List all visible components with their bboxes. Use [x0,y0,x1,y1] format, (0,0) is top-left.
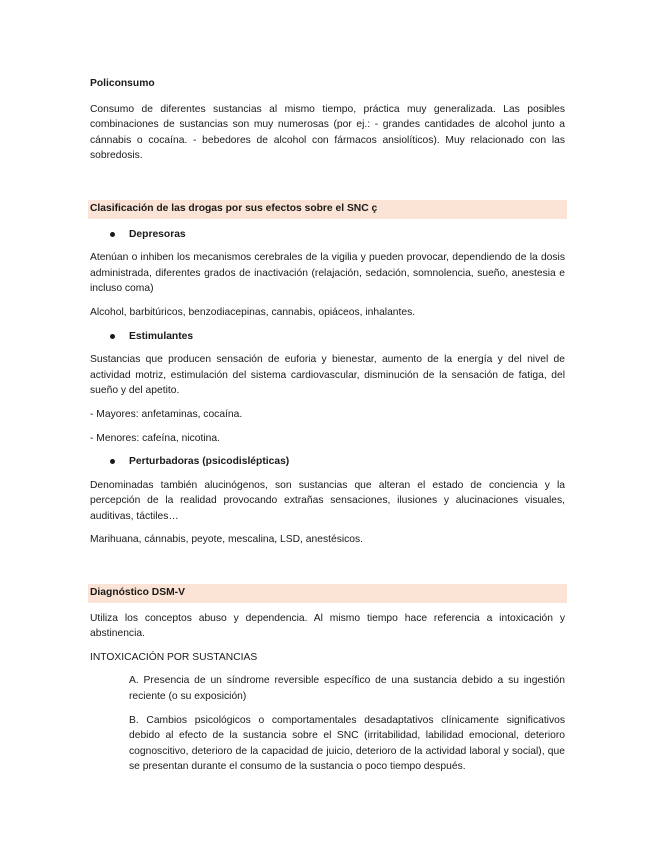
intoxicacion-subheading: INTOXICACIÓN POR SUSTANCIAS [90,651,258,663]
clasificacion-heading: Clasificación de las drogas por sus efectos sobre el SNC ç [88,200,567,219]
policonsumo-heading: Policonsumo [90,78,155,89]
depresoras-examples: Alcohol, barbitúricos, benzodiacepinas, cannabis, opiáceos, inhalantes. [90,306,416,318]
bullet-perturbadoras [90,454,565,470]
criterio-b: B. Cambios psicológicos o comportamentales desadaptativos clínicamente significativos debido al efecto de la sustancia sobre el SNC (irritabilidad, labilidad emocional, deterioro cognoscitivo, deterioro de la capacidad de juicio, deterioro de la actividad laboral y social), que se presentan durante el consumo de la sustancia o poco tiempo después. [129,714,565,773]
document-page [90,76,565,775]
perturbadoras-examples: Marihuana, cánnabis, peyote, mescalina, LSD, anestésicos. [90,534,364,546]
estimulantes-mayores: - Mayores: anfetaminas, cocaína. [90,408,243,420]
depresoras-label: Depresoras [129,228,186,240]
bullet-estimulantes [90,329,565,345]
perturbadoras-label: Perturbadoras (psicodislépticas) [129,456,290,468]
bullet-dot-icon [110,334,115,339]
depresoras-paragraph: Atenúan o inhiben los mecanismos cerebrales de la vigilia y pueden provocar, dependiendo de la dosis administrada, diferentes grados de inactivación (relajación, sedación, somnolencia, sueño, anestesia e incluso coma) [90,252,565,295]
estimulantes-paragraph: Sustancias que producen sensación de euforia y bienestar, aumento de la energía y del nivel de actividad motriz, estimulación del sistema cardiovascular, disminución de la sensación de fatiga, del sueño y del apetito. [90,354,565,397]
criterio-a: A. Presencia de un síndrome reversible específico de una sustancia debido a su ingestión reciente (o su exposición) [129,675,565,703]
estimulantes-menores: - Menores: cafeína, nicotina. [90,432,220,444]
perturbadoras-paragraph: Denominadas también alucinógenos, son sustancias que alteran el estado de conciencia y la percepción de la realidad provocando extrañas sensaciones, ilusiones y alucinaciones visuales, auditivas, táctiles… [90,479,565,522]
bullet-dot-icon [110,232,115,237]
diagnostico-heading: Diagnóstico DSM-V [88,584,567,603]
diagnostico-paragraph: Utiliza los conceptos abuso y dependencia. Al mismo tiempo hace referencia a intoxicación y abstinencia. [90,612,565,640]
bullet-dot-icon [110,459,115,464]
policonsumo-paragraph: Consumo de diferentes sustancias al mismo tiempo, práctica muy generalizada. Las posibles combinaciones de sustancias son muy numerosas (por ej.: - grandes cantidades de alcohol junto a cánnabis o cocaína. - bebedores de alcohol con fármacos ansiolíticos). Muy relacionado con las sobredosis. [90,103,565,162]
estimulantes-label: Estimulantes [129,330,194,342]
bullet-depresoras [90,227,565,243]
